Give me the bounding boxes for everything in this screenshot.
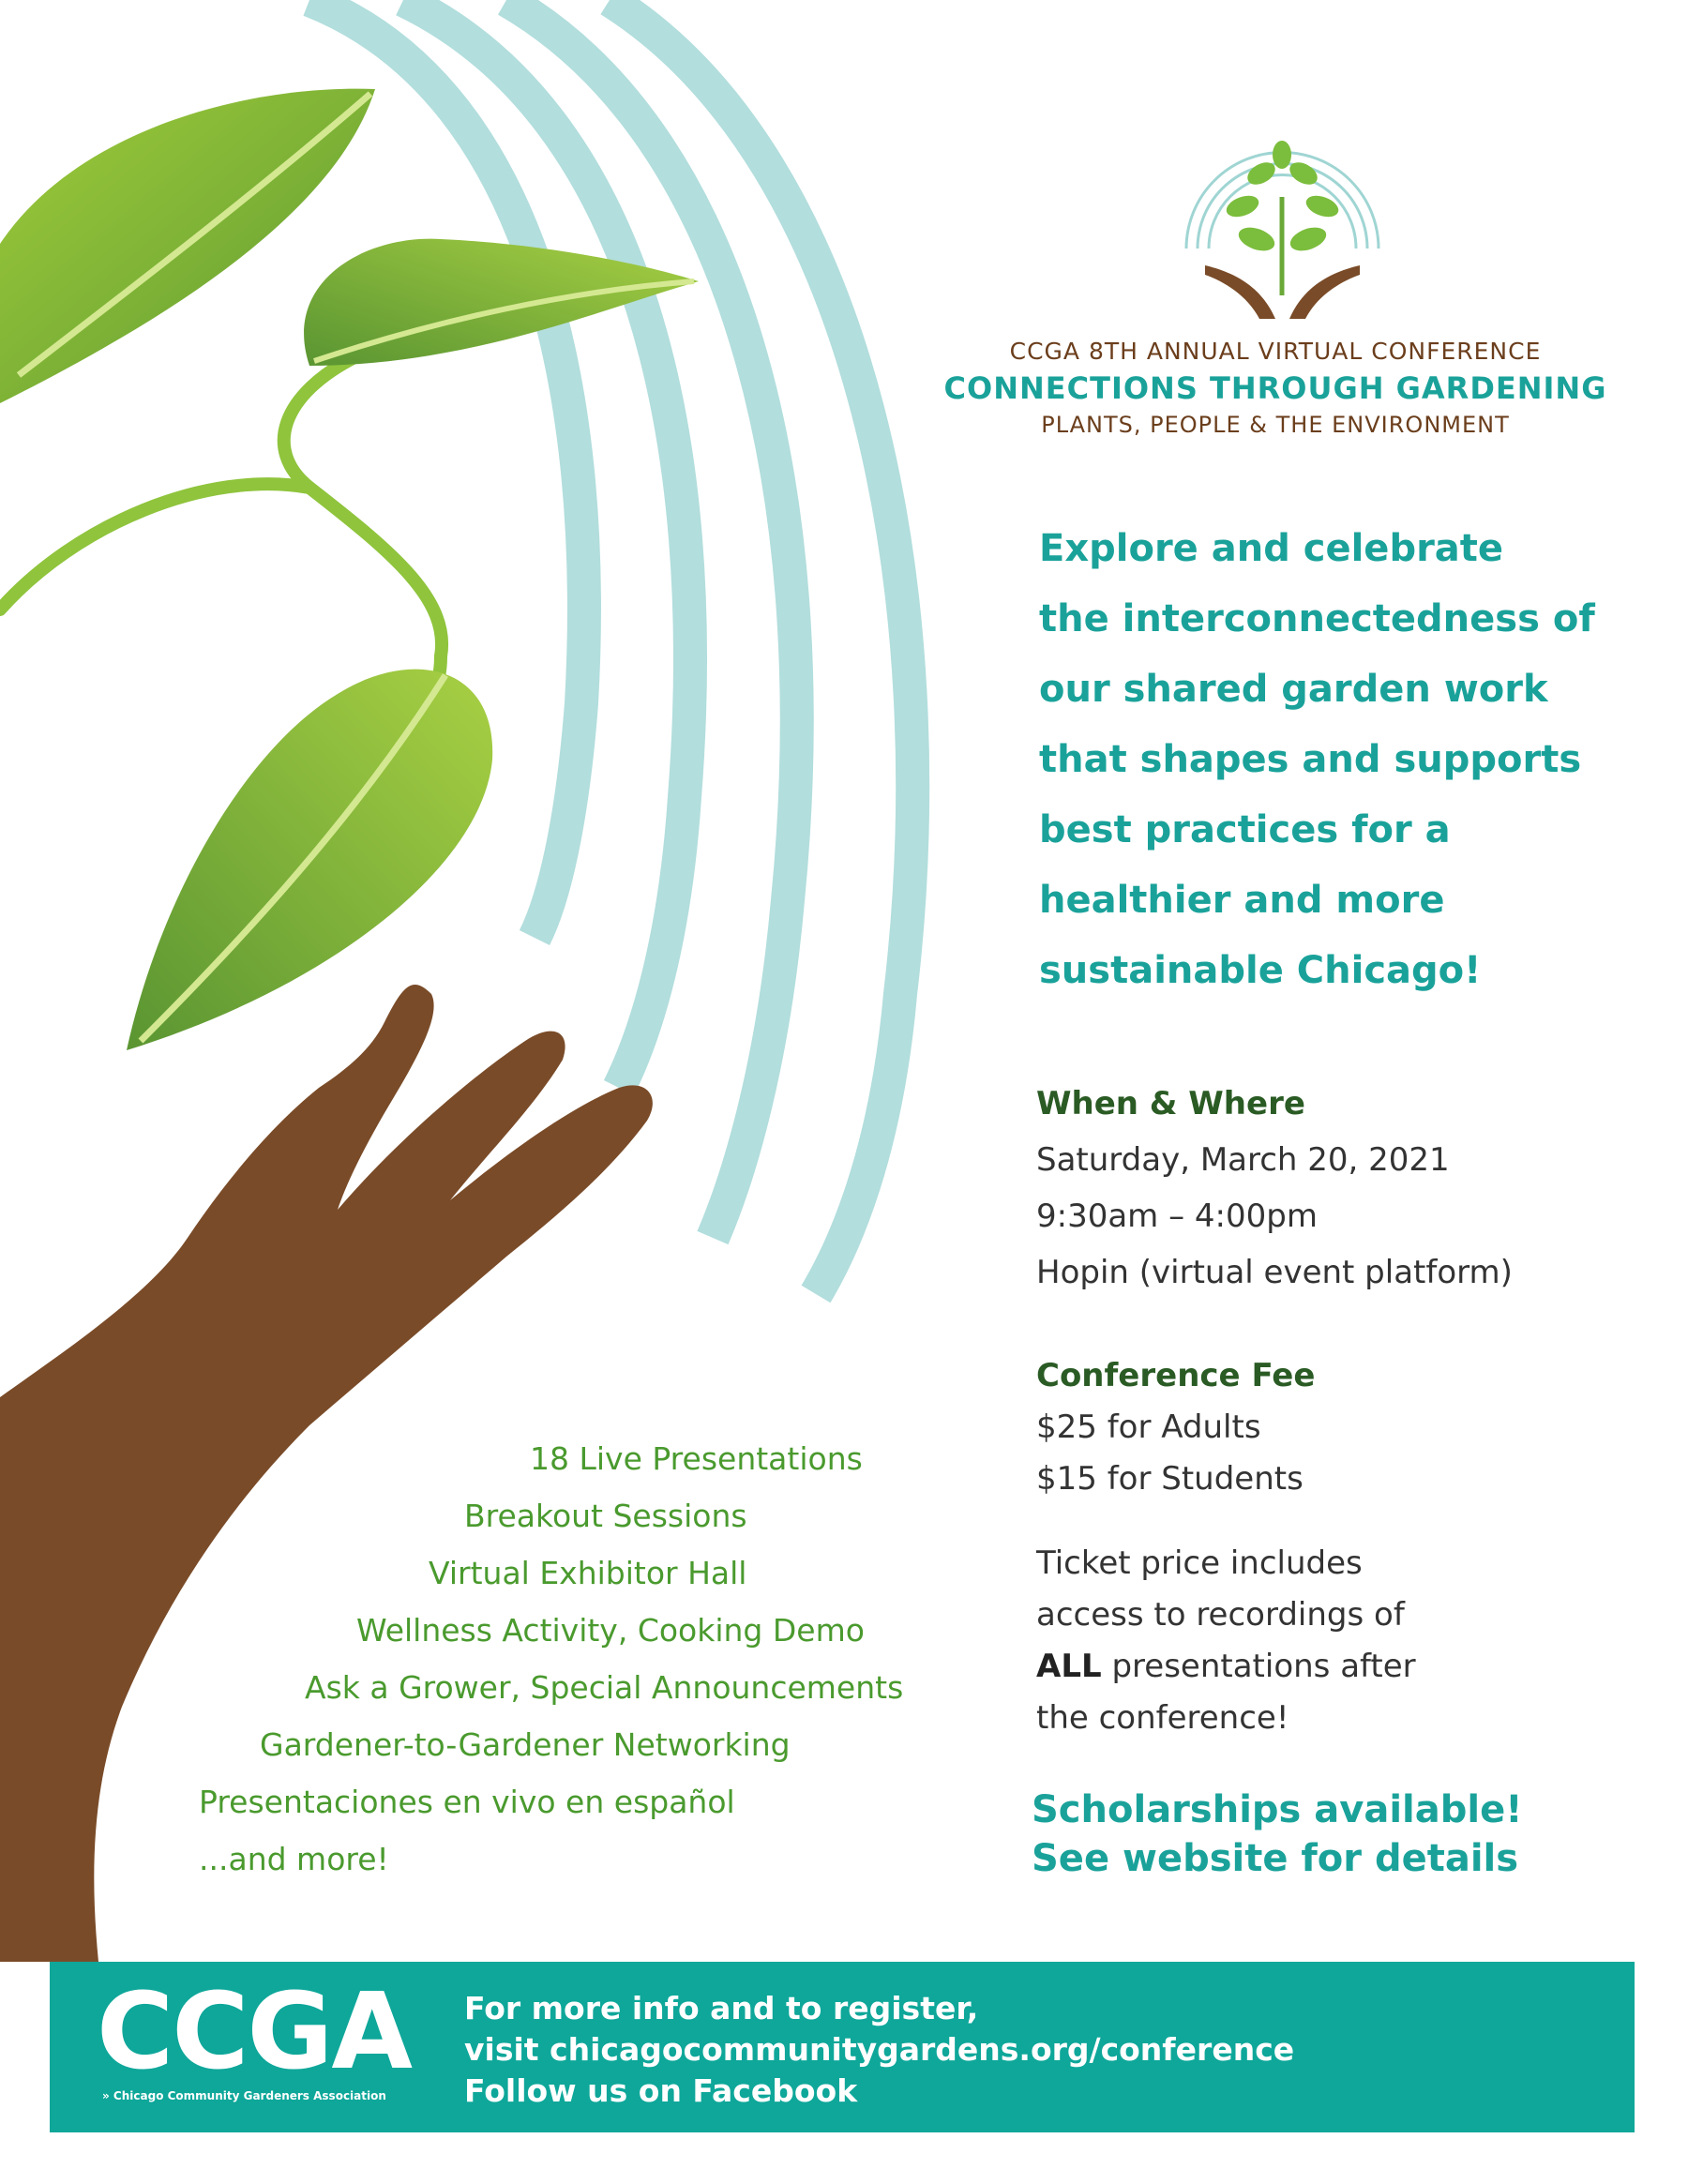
vine <box>0 356 442 699</box>
intro-line: best practices for a <box>1039 808 1451 851</box>
event-venue: Hopin (virtual event platform) <box>1036 1254 1513 1291</box>
footer-line: For more info and to register, <box>464 1990 979 2026</box>
scholarships-line: See website for details <box>1032 1837 1519 1880</box>
conference-fee-section <box>1036 1350 1315 1505</box>
feature-item: ...and more! <box>199 1841 389 1877</box>
event-time: 9:30am – 4:00pm <box>1036 1197 1318 1235</box>
conference-title-block <box>938 338 1613 438</box>
intro-line: sustainable Chicago! <box>1039 949 1482 992</box>
ticket-info <box>1036 1538 1416 1744</box>
leaf-bottom <box>127 670 492 1050</box>
feature-item: Wellness Activity, Cooking Demo <box>356 1612 865 1649</box>
feature-item: Virtual Exhibitor Hall <box>429 1555 747 1591</box>
fee-adults: $25 for Adults <box>1036 1408 1261 1446</box>
feature-item: Gardener-to-Gardener Networking <box>260 1726 791 1763</box>
ccga-logo: CCGA <box>97 1971 411 2093</box>
event-date: Saturday, March 20, 2021 <box>1036 1141 1450 1179</box>
ticket-line: access to recordings of <box>1036 1596 1405 1634</box>
ccga-logo-subtitle: » Chicago Community Gardeners Association <box>102 2089 386 2102</box>
ticket-line: the conference! <box>1036 1699 1289 1737</box>
intro-statement <box>1039 514 1639 1006</box>
registration-url[interactable]: visit chicagocommunitygardens.org/conference <box>464 2031 1295 2068</box>
fee-heading: Conference Fee <box>1036 1357 1316 1394</box>
ticket-all-bold: ALL <box>1036 1648 1102 1685</box>
intro-line: our shared garden work <box>1039 668 1548 711</box>
ticket-line: Ticket price includes <box>1036 1544 1363 1582</box>
ticket-line-rest: presentations after <box>1101 1648 1416 1685</box>
intro-line: Explore and celebrate <box>1039 527 1504 570</box>
intro-line: the interconnectedness of <box>1039 597 1595 640</box>
intro-line: healthier and more <box>1039 879 1445 922</box>
when-where-section <box>1036 1076 1513 1301</box>
intro-line: that shapes and supports <box>1039 738 1582 781</box>
when-where-heading: When & Where <box>1036 1085 1305 1122</box>
feature-item: Breakout Sessions <box>464 1498 747 1534</box>
scholarships-line: Scholarships available! <box>1032 1788 1523 1831</box>
registration-info <box>464 1988 1294 2112</box>
conference-edition: CCGA 8TH ANNUAL VIRTUAL CONFERENCE <box>1009 338 1542 365</box>
feature-item: Ask a Grower, Special Announcements <box>305 1669 904 1706</box>
footer-banner <box>50 1962 1635 2132</box>
ticket-line-emphasis <box>1036 1641 1416 1693</box>
fee-students: $15 for Students <box>1036 1460 1304 1498</box>
conference-title: CONNECTIONS THROUGH GARDENING <box>943 370 1607 406</box>
feature-item: Presentaciones en vivo en español <box>199 1784 735 1820</box>
conference-subtitle: PLANTS, PEOPLE & THE ENVIRONMENT <box>1041 412 1510 438</box>
scholarships-note <box>1032 1785 1522 1883</box>
facebook-link[interactable]: Follow us on Facebook <box>464 2072 858 2109</box>
feature-item: 18 Live Presentations <box>530 1440 863 1477</box>
conference-emblem-logo <box>1168 108 1397 324</box>
